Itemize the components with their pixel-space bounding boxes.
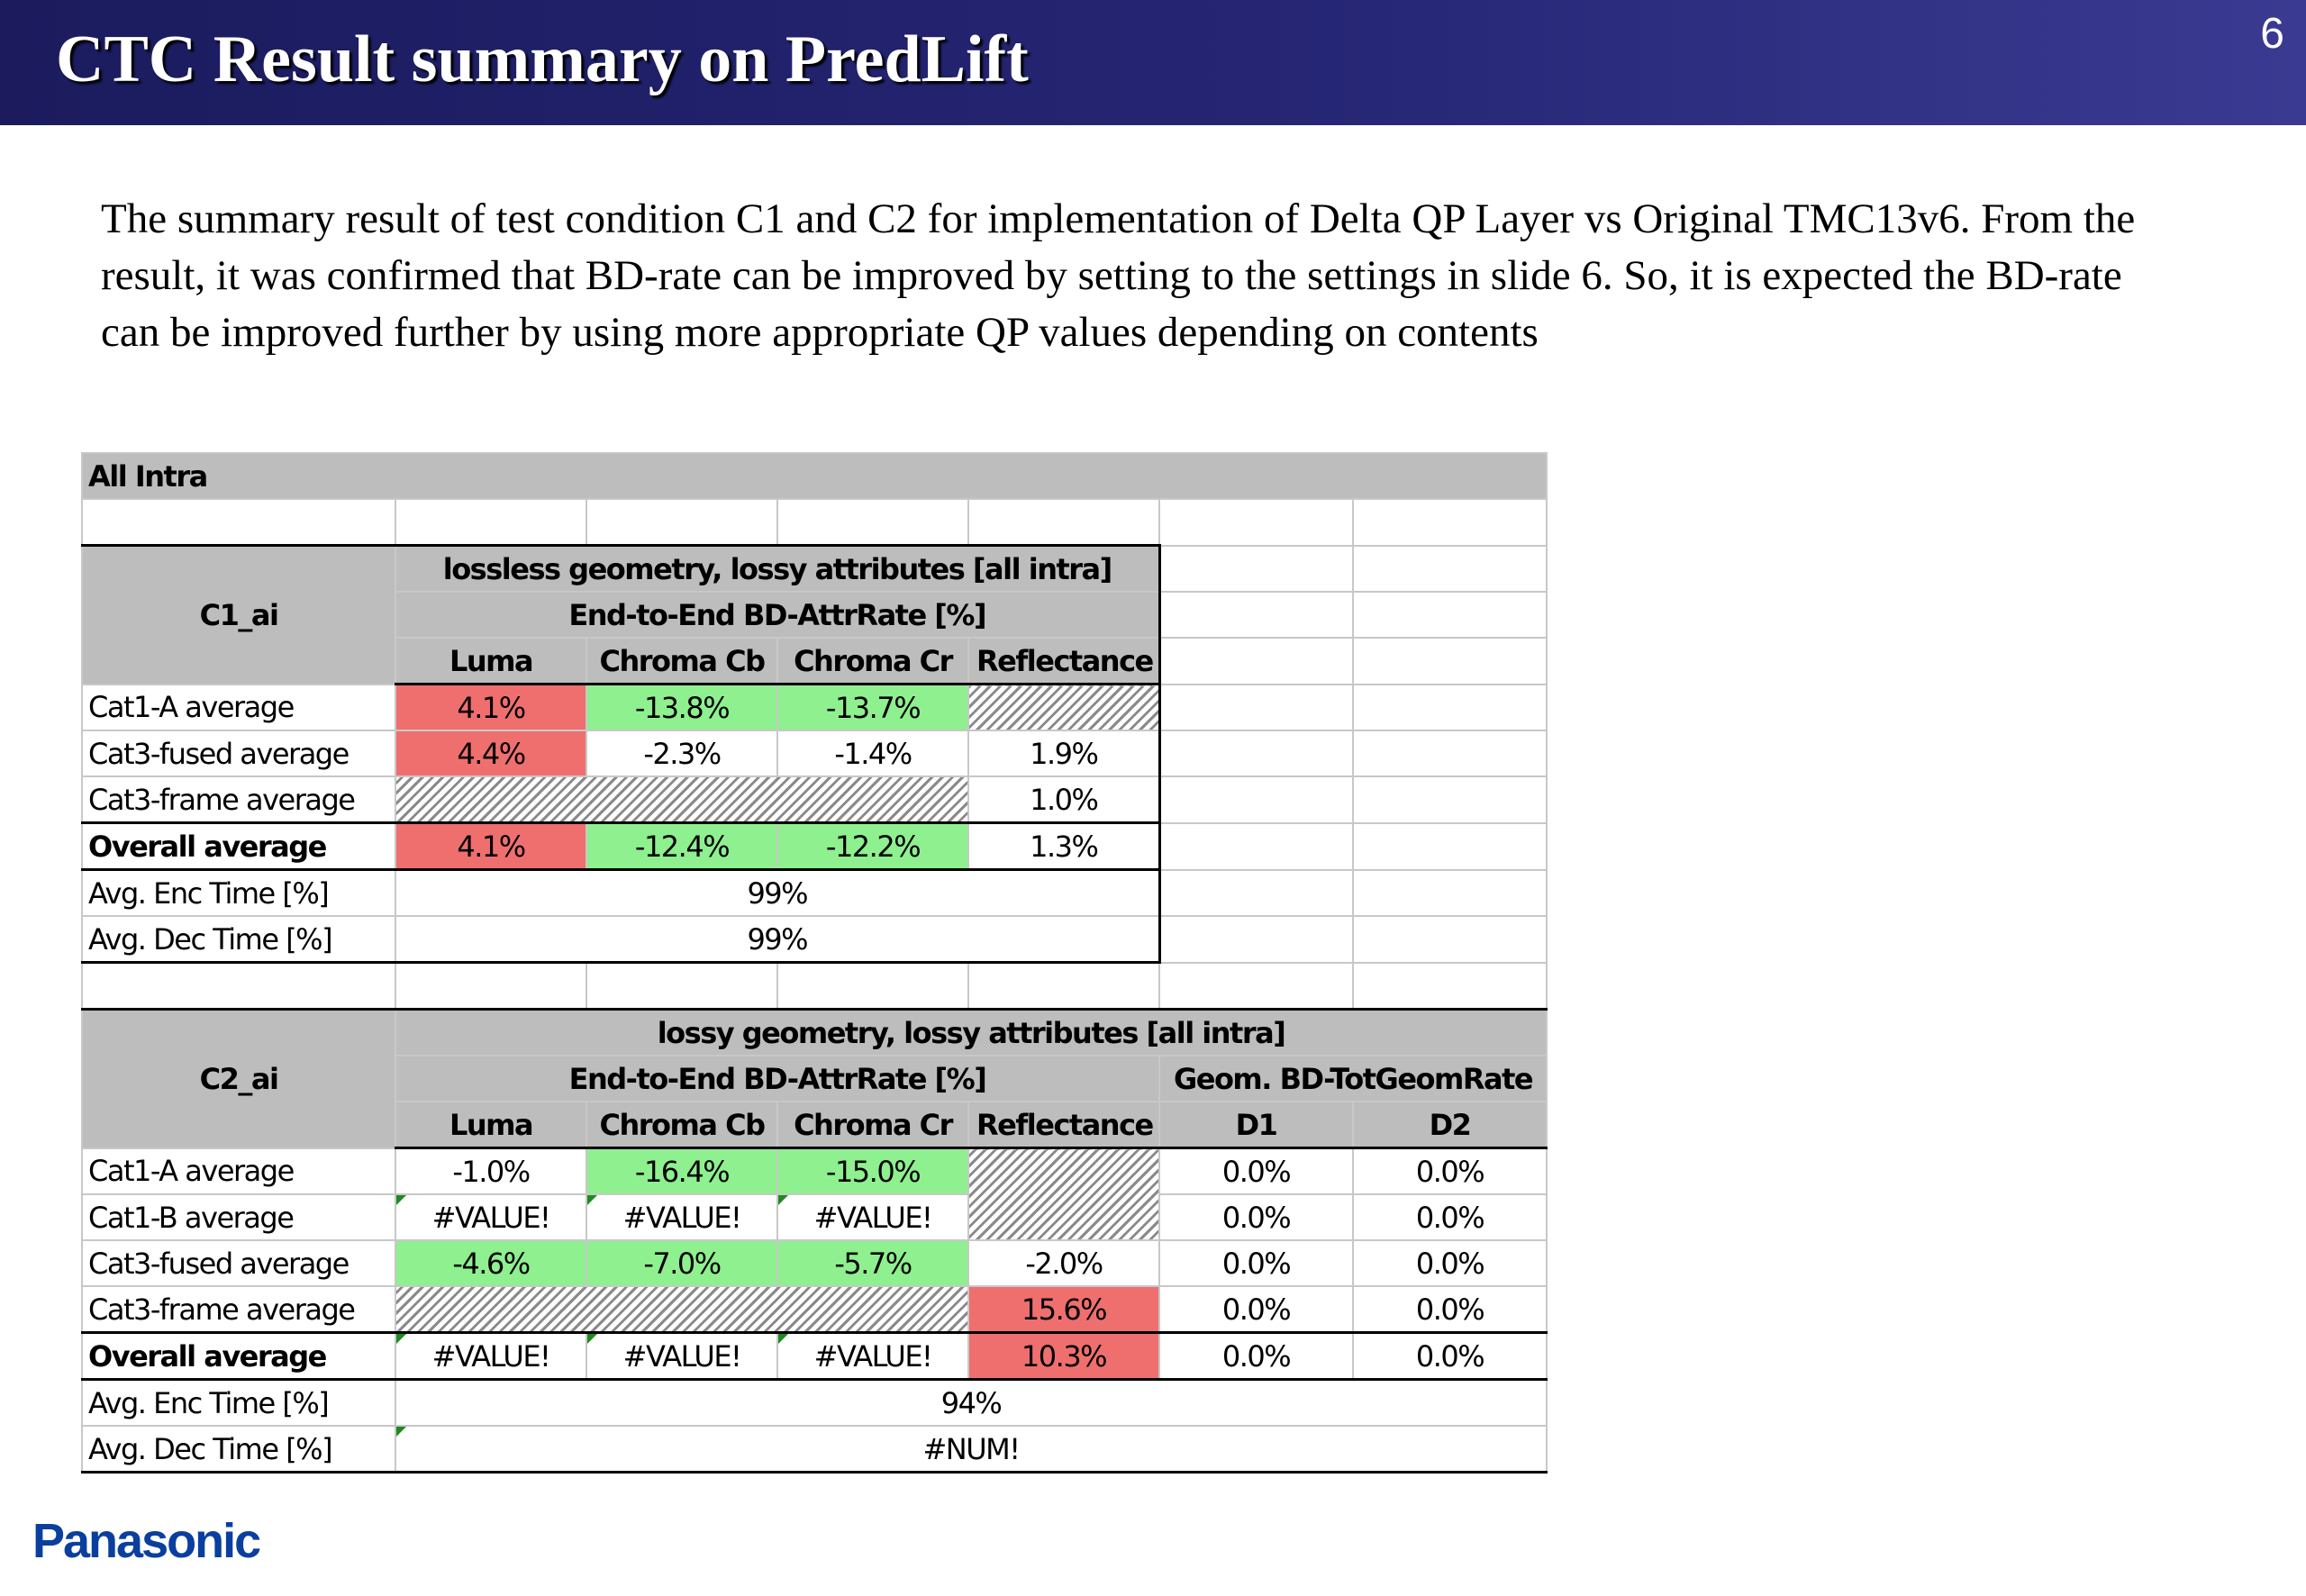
c1-subheading: End-to-End BD-AttrRate [%] [395,592,1159,638]
c2-header-row [82,1010,1547,1056]
row-label: Avg. Dec Time [%] [82,916,395,963]
c2-subheading: End-to-End BD-AttrRate [%] [395,1056,1159,1102]
cell-d1: 0.0% [1159,1286,1353,1333]
c2-col-d2: D2 [1353,1102,1547,1148]
c1-heading: lossless geometry, lossy attributes [all intra] [395,546,1159,593]
cell-d2: 0.0% [1353,1333,1547,1380]
cell-cb: #VALUE! [586,1194,777,1240]
cell-na [968,685,1159,731]
cell-reflectance: 10.3% [968,1333,1159,1380]
table-row [82,1148,1547,1195]
cell-luma: #VALUE! [395,1194,586,1240]
spacer-row [82,963,1547,1010]
c2-geom-heading: Geom. BD-TotGeomRate [1159,1056,1547,1102]
table-row [82,730,1547,776]
results-table-container [81,452,1548,1474]
panasonic-logo: Panasonic [32,1514,260,1568]
c1-header-row [82,546,1547,593]
cell-luma: #VALUE! [395,1333,586,1380]
cell-luma: -4.6% [395,1240,586,1286]
cell-cr: -5.7% [777,1240,968,1286]
row-label: Cat3-frame average [82,776,395,823]
cell-d2: 0.0% [1353,1286,1547,1333]
cell-luma: -1.0% [395,1148,586,1195]
cell-reflectance: 1.0% [968,776,1159,823]
cell-d1: 0.0% [1159,1333,1353,1380]
cell-na [395,1286,968,1333]
slide-number: 6 [2260,10,2284,58]
table-row [82,870,1547,917]
c1-col-reflectance: Reflectance [968,638,1159,685]
c2-col-d1: D1 [1159,1102,1353,1148]
cell-cb: -2.3% [586,730,777,776]
row-label: Cat1-A average [82,685,395,731]
section-title: All Intra [82,453,1547,499]
row-label: Avg. Enc Time [%] [82,1380,395,1427]
cell-cb: -7.0% [586,1240,777,1286]
cell-na [968,1148,1159,1241]
cell-cr: -1.4% [777,730,968,776]
row-label: Overall average [82,1333,395,1380]
cell-d1: 0.0% [1159,1148,1353,1195]
c2-label: C2_ai [82,1010,395,1148]
cell-luma: 4.1% [395,823,586,870]
cell-d2: 0.0% [1353,1194,1547,1240]
table-row [82,916,1547,963]
cell-dec-time: 99% [395,916,1159,963]
intro-paragraph: The summary result of test condition C1 and C2 for implementation of Delta QP Layer vs Original TMC13v6. From the result, it was confirmed that BD-rate can be improved by setting to the settings in slide 6. So, it is expected the BD-rate can be improved further by using more appropriate QP values depending on contents [101,195,2136,356]
c2-col-cb: Chroma Cb [586,1102,777,1148]
cell-enc-time: 99% [395,870,1159,917]
table-row [82,1333,1547,1380]
cell-cb: -16.4% [586,1148,777,1195]
cell-reflectance: 1.9% [968,730,1159,776]
row-label: Cat3-frame average [82,1286,395,1333]
c1-col-cb: Chroma Cb [586,638,777,685]
section-title-row [82,453,1547,499]
c2-heading: lossy geometry, lossy attributes [all intra] [395,1010,1547,1056]
row-label: Avg. Dec Time [%] [82,1426,395,1473]
results-table [81,452,1548,1474]
cell-d1: 0.0% [1159,1194,1353,1240]
cell-luma: 4.4% [395,730,586,776]
c1-label: C1_ai [82,546,395,685]
slide-title: CTC Result summary on PredLift [56,23,1029,96]
row-label: Avg. Enc Time [%] [82,870,395,917]
cell-cr: #VALUE! [777,1194,968,1240]
table-row [82,1194,1547,1240]
cell-cb: #VALUE! [586,1333,777,1380]
cell-reflectance: 1.3% [968,823,1159,870]
table-row [82,776,1547,823]
c1-col-luma: Luma [395,638,586,685]
cell-cr: -12.2% [777,823,968,870]
row-label: Cat1-B average [82,1194,395,1240]
c2-col-cr: Chroma Cr [777,1102,968,1148]
row-label: Overall average [82,823,395,870]
row-label: Cat3-fused average [82,1240,395,1286]
cell-d1: 0.0% [1159,1240,1353,1286]
cell-enc-time: 94% [395,1380,1547,1427]
cell-d2: 0.0% [1353,1148,1547,1195]
table-row [82,1426,1547,1473]
table-row [82,1240,1547,1286]
c2-col-luma: Luma [395,1102,586,1148]
cell-na [395,776,968,823]
title-bar [0,0,2306,125]
table-row [82,1380,1547,1427]
cell-luma: 4.1% [395,685,586,731]
cell-reflectance: -2.0% [968,1240,1159,1286]
spacer-row [82,499,1547,546]
row-label: Cat3-fused average [82,730,395,776]
cell-d2: 0.0% [1353,1240,1547,1286]
cell-cb: -13.8% [586,685,777,731]
table-row [82,823,1547,870]
row-label: Cat1-A average [82,1148,395,1195]
cell-reflectance: 15.6% [968,1286,1159,1333]
cell-dec-time: #NUM! [395,1426,1547,1473]
cell-cr: #VALUE! [777,1333,968,1380]
table-row [82,1286,1547,1333]
cell-cb: -12.4% [586,823,777,870]
c2-col-reflectance: Reflectance [968,1102,1159,1148]
c1-col-cr: Chroma Cr [777,638,968,685]
cell-cr: -15.0% [777,1148,968,1195]
table-row [82,685,1547,731]
cell-cr: -13.7% [777,685,968,731]
